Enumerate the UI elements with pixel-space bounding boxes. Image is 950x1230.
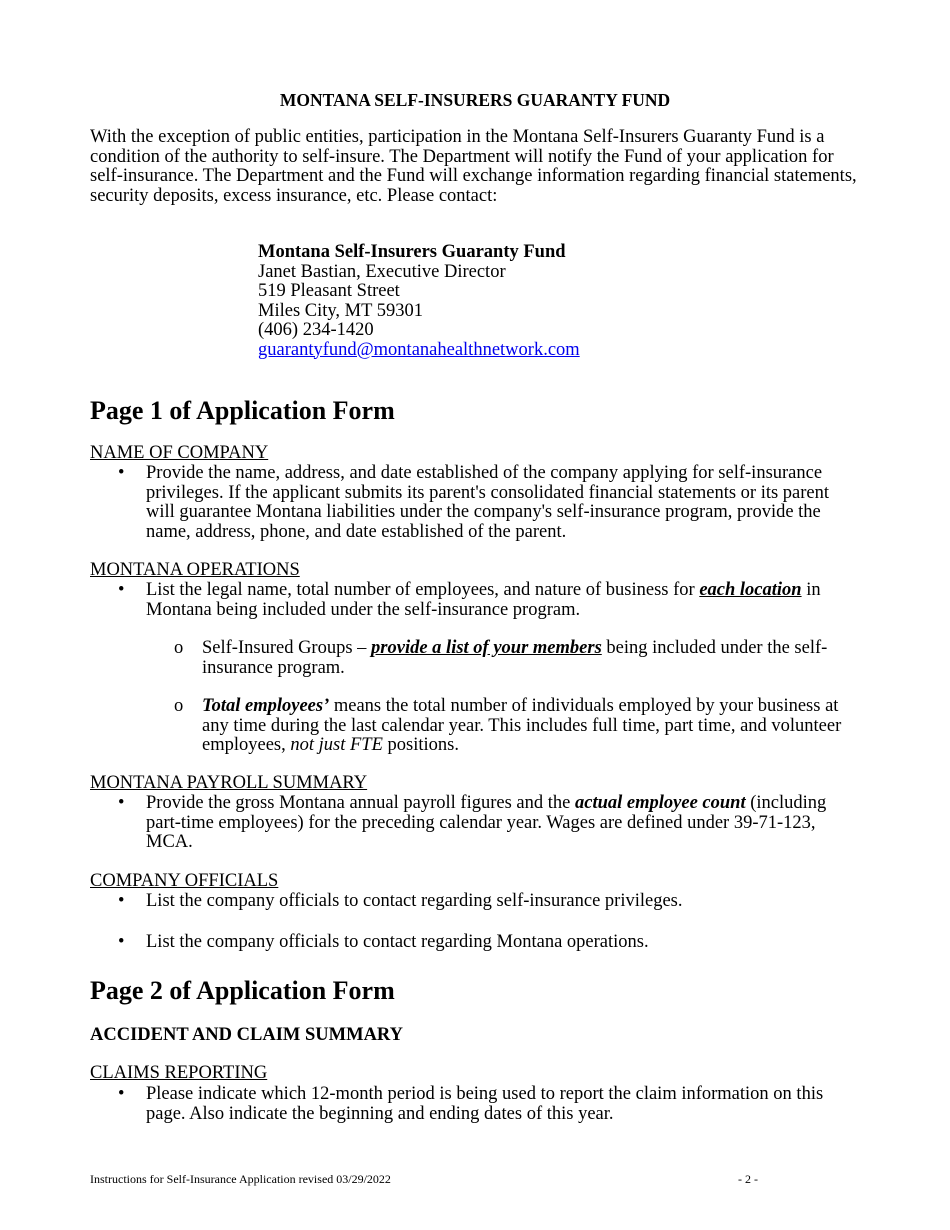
- text-run: Self-Insured Groups –: [202, 638, 372, 658]
- bullet-text: List the company officials to contact regarding self-insurance privileges.: [146, 891, 683, 911]
- contact-street: 519 Pleasant Street: [258, 281, 400, 301]
- section-payroll-summary: MONTANA PAYROLL SUMMARY: [90, 773, 368, 793]
- footer-page-number: - 2 -: [738, 1172, 758, 1186]
- sub-bullet-symbol: o: [174, 638, 184, 658]
- emphasis-actual-employee-count: actual employee count: [575, 793, 746, 813]
- sub-bullet-symbol: o: [174, 696, 184, 716]
- text-run: positions.: [382, 735, 459, 755]
- section-claims-reporting: CLAIMS REPORTING: [90, 1063, 268, 1083]
- bullet-symbol: •: [118, 932, 125, 952]
- bullet-symbol: •: [118, 1084, 125, 1104]
- bullet-symbol: •: [118, 463, 125, 483]
- accident-claim-summary-heading: ACCIDENT AND CLAIM SUMMARY: [90, 1025, 404, 1045]
- contact-city: Miles City, MT 59301: [258, 300, 423, 321]
- contact-person: Janet Bastian, Executive Director: [258, 261, 506, 282]
- contact-phone: (406) 234-1420: [258, 320, 374, 340]
- text-run: List the legal name, total number of employees, and nature of business for: [146, 580, 700, 600]
- page-title: MONTANA SELF-INSURERS GUARANTY FUND: [279, 90, 671, 110]
- bullet-text: Provide the name, address, and date established of the company applying for self-insurance privileges. If the applicant submits its parent's consolidated financial statements or its parent will guarantee Montana liabilities under the company's self-insurance program, provide the name, address, phone, and date established of the parent.: [146, 463, 830, 542]
- text-run: being included under the self-insurance program.: [202, 638, 828, 678]
- contact-email-link[interactable]: guarantyfund@montanahealthnetwork.com: [258, 339, 580, 360]
- text-run: means the total number of individuals employed by your business at any time during the last calendar year. This includes full time, part time, and volunteer employees,: [202, 696, 842, 755]
- contact-block: [258, 243, 580, 360]
- sub-bullet-text: [202, 697, 862, 756]
- contact-org: Montana Self-Insurers Guaranty Fund: [258, 242, 566, 262]
- text-run: Provide the gross Montana annual payroll figures and the: [146, 793, 575, 813]
- emphasis-each-location: each location: [699, 580, 802, 600]
- italic-not-just-fte: not just FTE: [290, 735, 383, 755]
- text-run: in Montana being included under the self-insurance program.: [146, 580, 821, 620]
- bullet-symbol: •: [118, 580, 125, 600]
- section-name-of-company: NAME OF COMPANY: [90, 443, 269, 463]
- section-company-officials: COMPANY OFFICIALS: [90, 871, 279, 891]
- bullet-symbol: •: [118, 891, 125, 911]
- page1-heading: Page 1 of Application Form: [90, 396, 395, 425]
- footer-revision: Instructions for Self-Insurance Application revised 03/29/2022: [90, 1172, 391, 1186]
- page2-heading: Page 2 of Application Form: [90, 976, 395, 1005]
- bullet-symbol: •: [118, 793, 125, 813]
- intro-paragraph: With the exception of public entities, participation in the Montana Self-Insurers Guaranty Fund is a condition of the authority to self-insure. The Department will notify the Fund of your application for self-insurance. The Department and the Fund will exchange information regarding financial statements, security deposits, excess insurance, etc. Please contact:: [90, 127, 857, 206]
- emphasis-members-list: provide a list of your members: [371, 638, 602, 658]
- bullet-text: Please indicate which 12-month period is being used to report the claim information on this page. Also indicate the beginning and ending dates of this year.: [146, 1084, 824, 1124]
- bullet-text: [146, 794, 858, 853]
- text-run: (including part-time employees) for the preceding calendar year. Wages are defined under 39-71-123, MCA.: [146, 793, 827, 852]
- section-montana-operations: MONTANA OPERATIONS: [90, 560, 300, 580]
- emphasis-total-employees: Total employees’: [202, 696, 330, 716]
- bullet-text: List the company officials to contact regarding Montana operations.: [146, 932, 649, 952]
- sub-bullet-text: [202, 639, 862, 678]
- bullet-text: [146, 581, 858, 620]
